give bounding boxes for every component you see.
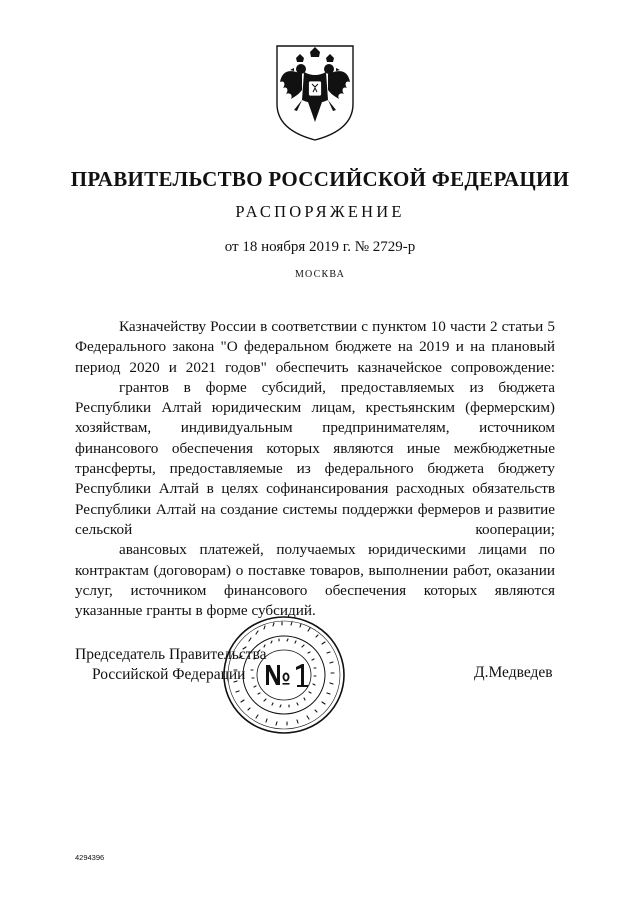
signatory-position-line: Председатель Правительства (75, 646, 267, 663)
coat-of-arms-icon (272, 42, 358, 142)
document-date-number: от 18 ноября 2019 г. № 2729-р (224, 239, 416, 255)
body-paragraph: Казначейству России в соответствии с пунктом 10 части 2 статьи 5 Федерального закона "О федеральном бюджете на 2019 и на плановый период 2020 и 2021 годов" обеспечить казначейское сопровождение: (75, 318, 555, 376)
body-paragraph: авансовых платежей, получаемых юридическими лицами по контрактам (договорам) о поставке товаров, выполнении работ, оказании услуг, источником финансового обеспечения которых являются указанные гранты в форме субсидий. (75, 541, 555, 620)
signatory-name: Д.Медведев (474, 664, 553, 681)
document-code: 4294396 (75, 853, 105, 862)
document-type-heading: РАСПОРЯЖЕНИЕ (235, 202, 405, 221)
signatory-position-line: Российской Федерации (92, 666, 246, 683)
document-body (75, 317, 555, 621)
body-paragraph: грантов в форме субсидий, предоставляемых из бюджета Республики Алтай юридическим лицам, крестьянским (фермерским) хозяйствам, индивидуальным предпринимателям, источником финансового обеспечения которых являются иные межбюджетные трансферты, предоставляемые из федерального бюджета бюджету Республики Алтай в целях софинансирования расходных обязательств Республики Алтай на создание системы поддержки фермеров и развитие сельской кооперации; (75, 378, 555, 538)
government-title: ПРАВИТЕЛЬСТВО РОССИЙСКОЙ ФЕДЕРАЦИИ (70, 167, 570, 191)
document-city: МОСКВА (294, 269, 346, 280)
official-seal-stamp (219, 613, 349, 738)
